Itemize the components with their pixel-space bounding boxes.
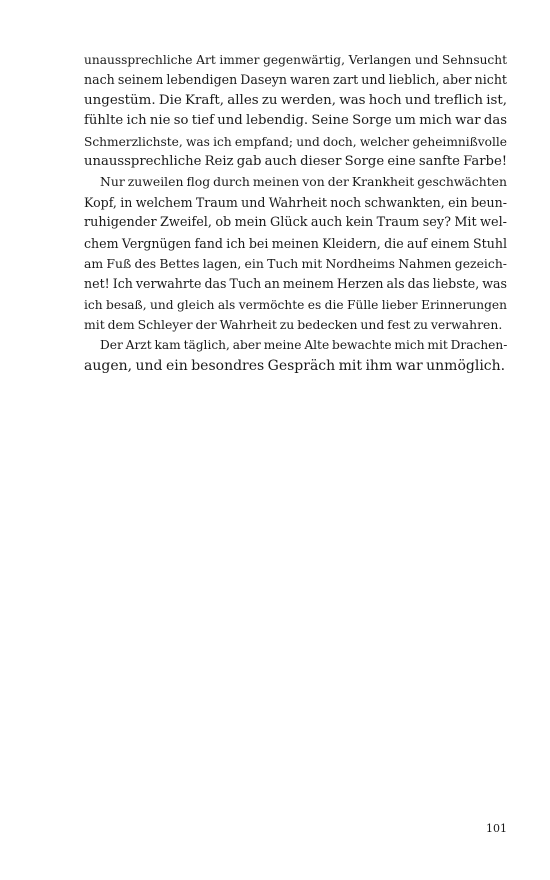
body-text: [84, 50, 507, 376]
text-line: chem Vergnügen fand ich bei meinen Kleidern, die auf einem Stuhl: [84, 235, 507, 251]
text-line: am Fuß des Bettes lagen, ein Tuch mit Nordheims Nahmen gezeich-: [84, 255, 507, 271]
page-number: 101: [486, 822, 507, 835]
text-line: unaussprechliche Art immer gegenwärtig, Verlangen und Sehnsucht: [84, 53, 507, 67]
text-line: Nur zuweilen flog durch meinen von der Krankheit geschwächten: [100, 174, 507, 190]
text-line: Kopf, in welchem Traum und Wahrheit noch schwankten, ein beun-: [84, 194, 507, 210]
paragraph-3: [84, 335, 507, 376]
text-line: Der Arzt kam täglich, aber meine Alte bewachte mich mit Drachen-: [100, 338, 507, 353]
text-line: ungestüm. Die Kraft, alles zu werden, was hoch und treflich ist,: [84, 92, 507, 108]
text-line: ruhigender Zweifel, ob mein Glück auch kein Traum sey? Mit wel-: [84, 215, 507, 231]
text-line: net! Ich verwahrte das Tuch an meinem Herzen als das liebste, was: [84, 276, 507, 292]
text-line: unaussprechliche Reiz gab auch dieser Sorge eine sanfte Farbe!: [84, 153, 507, 169]
paragraph-2: [84, 172, 507, 335]
text-line: augen, und ein besondres Gespräch mit ihm war unmöglich.: [84, 357, 506, 374]
text-line: fühlte ich nie so tief und lebendig. Seine Sorge um mich war das: [84, 113, 507, 129]
text-line: ich besaß, und gleich als vermöchte es die Fülle lieber Erinnerungen: [84, 297, 507, 312]
paragraph-1: [84, 50, 507, 172]
text-line: Schmerzlichste, was ich empfand; und doch, welcher geheimnißvolle: [84, 134, 507, 149]
text-line: mit dem Schleyer der Wahrheit zu bedecken und fest zu verwahren.: [84, 317, 503, 333]
text-line: nach seinem lebendigen Daseyn waren zart und lieblich, aber nicht: [84, 72, 507, 88]
